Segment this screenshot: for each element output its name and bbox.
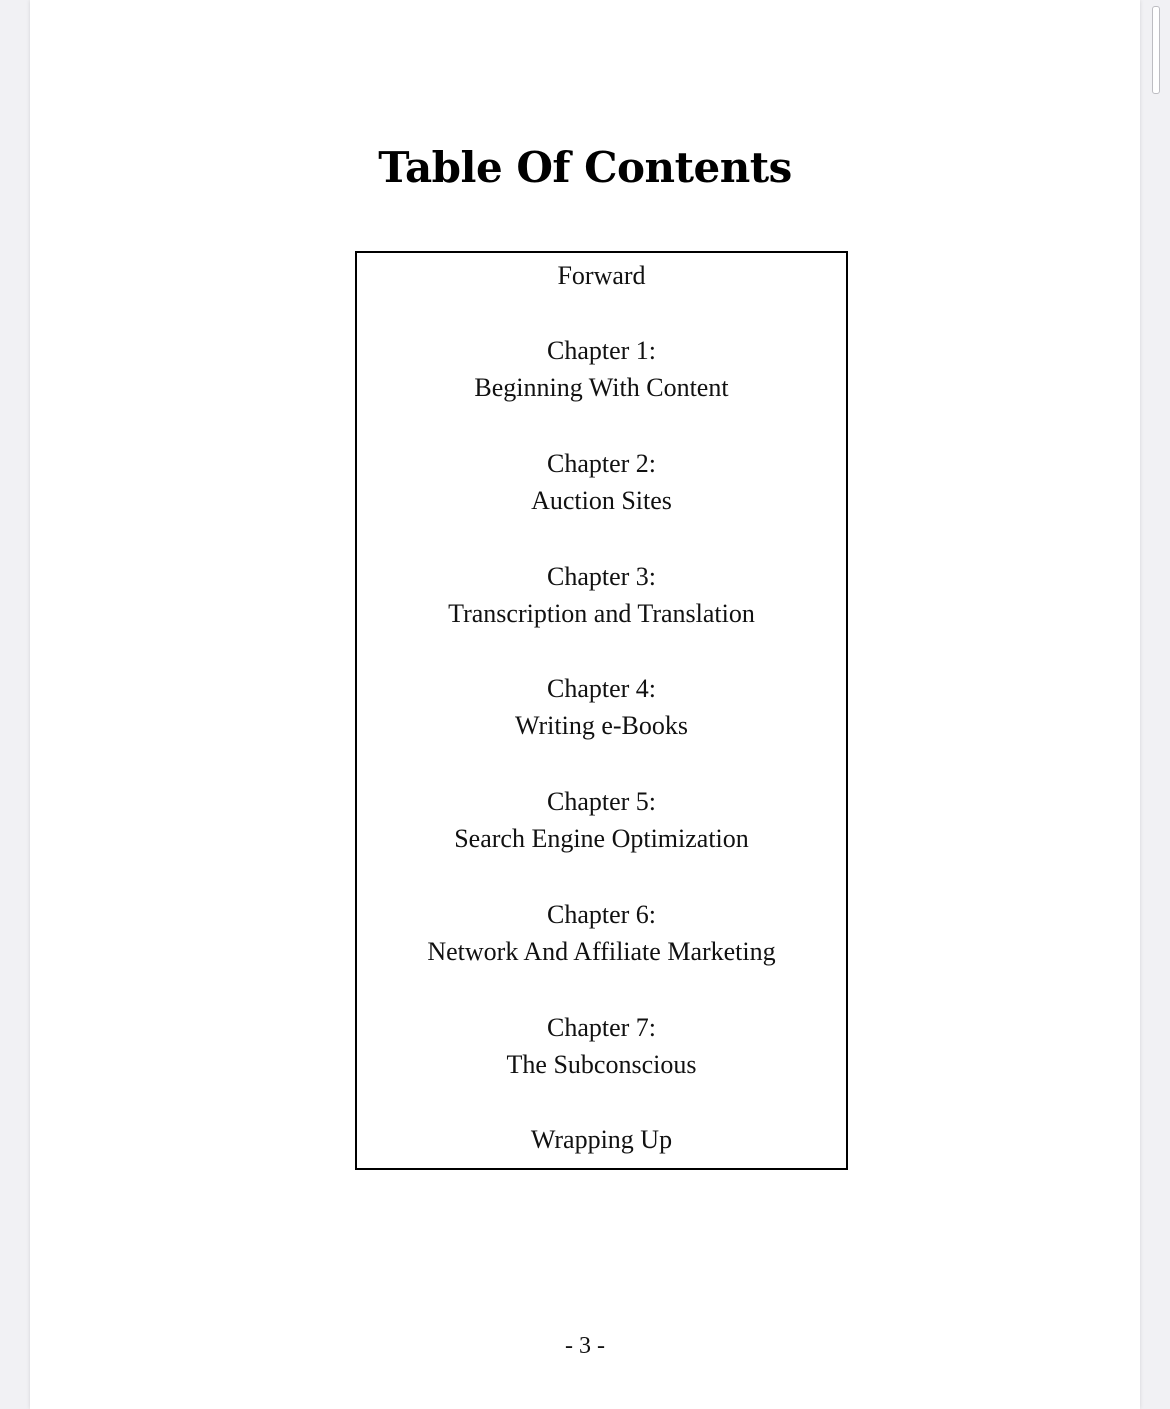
toc-item-chapter-4[interactable] bbox=[357, 670, 846, 744]
scrollbar-thumb[interactable] bbox=[1152, 6, 1160, 94]
toc-item-chapter-5[interactable] bbox=[357, 783, 846, 857]
toc-chapter-title: Writing e-Books bbox=[515, 711, 688, 740]
toc-item-chapter-1[interactable] bbox=[357, 332, 846, 406]
toc-item-chapter-3[interactable] bbox=[357, 558, 846, 632]
toc-item-chapter-2[interactable] bbox=[357, 445, 846, 519]
toc-chapter-title: Transcription and Translation bbox=[448, 599, 755, 628]
toc-closing-label: Wrapping Up bbox=[530, 1125, 673, 1154]
toc-forward-label: Forward bbox=[557, 261, 646, 290]
table-of-contents-box bbox=[355, 251, 848, 1170]
page-number: - 3 - bbox=[565, 1333, 605, 1359]
toc-chapter-title: Auction Sites bbox=[531, 486, 672, 515]
toc-chapter-label: Chapter 4: bbox=[546, 674, 657, 703]
toc-chapter-label: Chapter 7: bbox=[546, 1013, 657, 1042]
toc-chapter-label: Chapter 1: bbox=[546, 336, 657, 365]
toc-item-forward[interactable] bbox=[357, 257, 846, 294]
toc-item-chapter-7[interactable] bbox=[357, 1009, 846, 1083]
toc-chapter-label: Chapter 6: bbox=[546, 900, 657, 929]
document-page bbox=[30, 0, 1140, 1409]
toc-chapter-title: The Subconscious bbox=[506, 1050, 697, 1079]
toc-chapter-label: Chapter 3: bbox=[546, 562, 657, 591]
page-title: Table Of Contents bbox=[378, 143, 792, 192]
toc-chapter-title: Network And Affiliate Marketing bbox=[427, 937, 776, 966]
toc-item-chapter-6[interactable] bbox=[357, 896, 846, 970]
toc-item-wrapping-up[interactable] bbox=[357, 1121, 846, 1158]
toc-chapter-title: Beginning With Content bbox=[474, 373, 729, 402]
vertical-scrollbar[interactable] bbox=[1148, 0, 1164, 1409]
toc-chapter-label: Chapter 5: bbox=[546, 787, 657, 816]
toc-chapter-title: Search Engine Optimization bbox=[454, 824, 749, 853]
toc-chapter-label: Chapter 2: bbox=[546, 449, 657, 478]
